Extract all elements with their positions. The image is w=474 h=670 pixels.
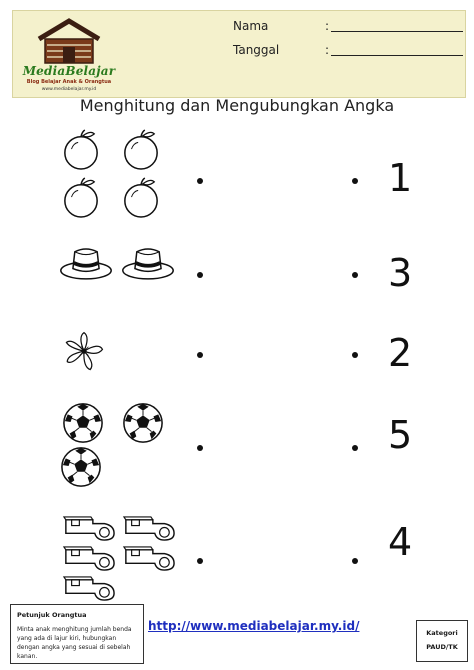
worksheet-title: Menghitung dan Mengubungkan Angka <box>79 96 395 115</box>
soccer-ball-icon <box>122 402 164 444</box>
number-label: 3 <box>388 251 413 295</box>
logo <box>19 17 119 97</box>
whistle-icon <box>62 574 116 601</box>
instructions-body: Minta anak menghitung jumlah benda yang ada di lajur kiri, hubungkan dengan angka yang sesuai di sebelah kanan. <box>17 626 132 660</box>
left-dot[interactable] <box>197 178 203 184</box>
logo-url: www.mediabelajar.my.id <box>41 87 97 92</box>
apple-icon <box>62 128 100 172</box>
category-value: PAUD/TK <box>426 643 458 651</box>
left-dot[interactable] <box>197 558 203 564</box>
category-box <box>416 620 468 662</box>
number-label: 2 <box>388 331 413 375</box>
website-link[interactable]: http://www.mediabelajar.my.id/ <box>148 619 360 633</box>
date-colon: : <box>325 43 330 57</box>
right-dot[interactable] <box>352 445 358 451</box>
whistle-icon <box>122 514 176 541</box>
whistle-icon <box>62 544 116 571</box>
instructions-title: Petunjuk Orangtua <box>17 611 87 619</box>
right-dot[interactable] <box>352 558 358 564</box>
apple-icon <box>62 176 100 220</box>
logo-tagline: Blog Belajar Anak & Orangtua <box>26 79 112 85</box>
number-label: 5 <box>388 413 413 457</box>
whistle-icon <box>62 514 116 541</box>
left-dot[interactable] <box>197 272 203 278</box>
apple-icon <box>122 176 160 220</box>
date-line[interactable] <box>331 55 463 56</box>
date-label: Tanggal <box>233 43 280 57</box>
house-books-icon <box>19 17 119 67</box>
number-label: 1 <box>388 156 413 200</box>
header <box>12 10 466 98</box>
whistle-icon <box>122 544 176 571</box>
name-label: Nama <box>233 19 269 33</box>
name-colon: : <box>325 19 330 33</box>
name-line[interactable] <box>331 31 463 32</box>
soccer-ball-icon <box>62 402 104 444</box>
apple-icon <box>122 128 160 172</box>
left-dot[interactable] <box>197 352 203 358</box>
hat-icon <box>120 244 176 282</box>
right-dot[interactable] <box>352 352 358 358</box>
instructions-box <box>10 604 144 664</box>
hat-icon <box>58 244 114 282</box>
number-label: 4 <box>388 520 413 564</box>
left-dot[interactable] <box>197 445 203 451</box>
flower-icon <box>62 330 106 374</box>
soccer-ball-icon <box>60 446 102 488</box>
right-dot[interactable] <box>352 178 358 184</box>
logo-title: MediaBelajar <box>22 64 116 78</box>
right-dot[interactable] <box>352 272 358 278</box>
category-label: Kategori <box>426 629 458 637</box>
